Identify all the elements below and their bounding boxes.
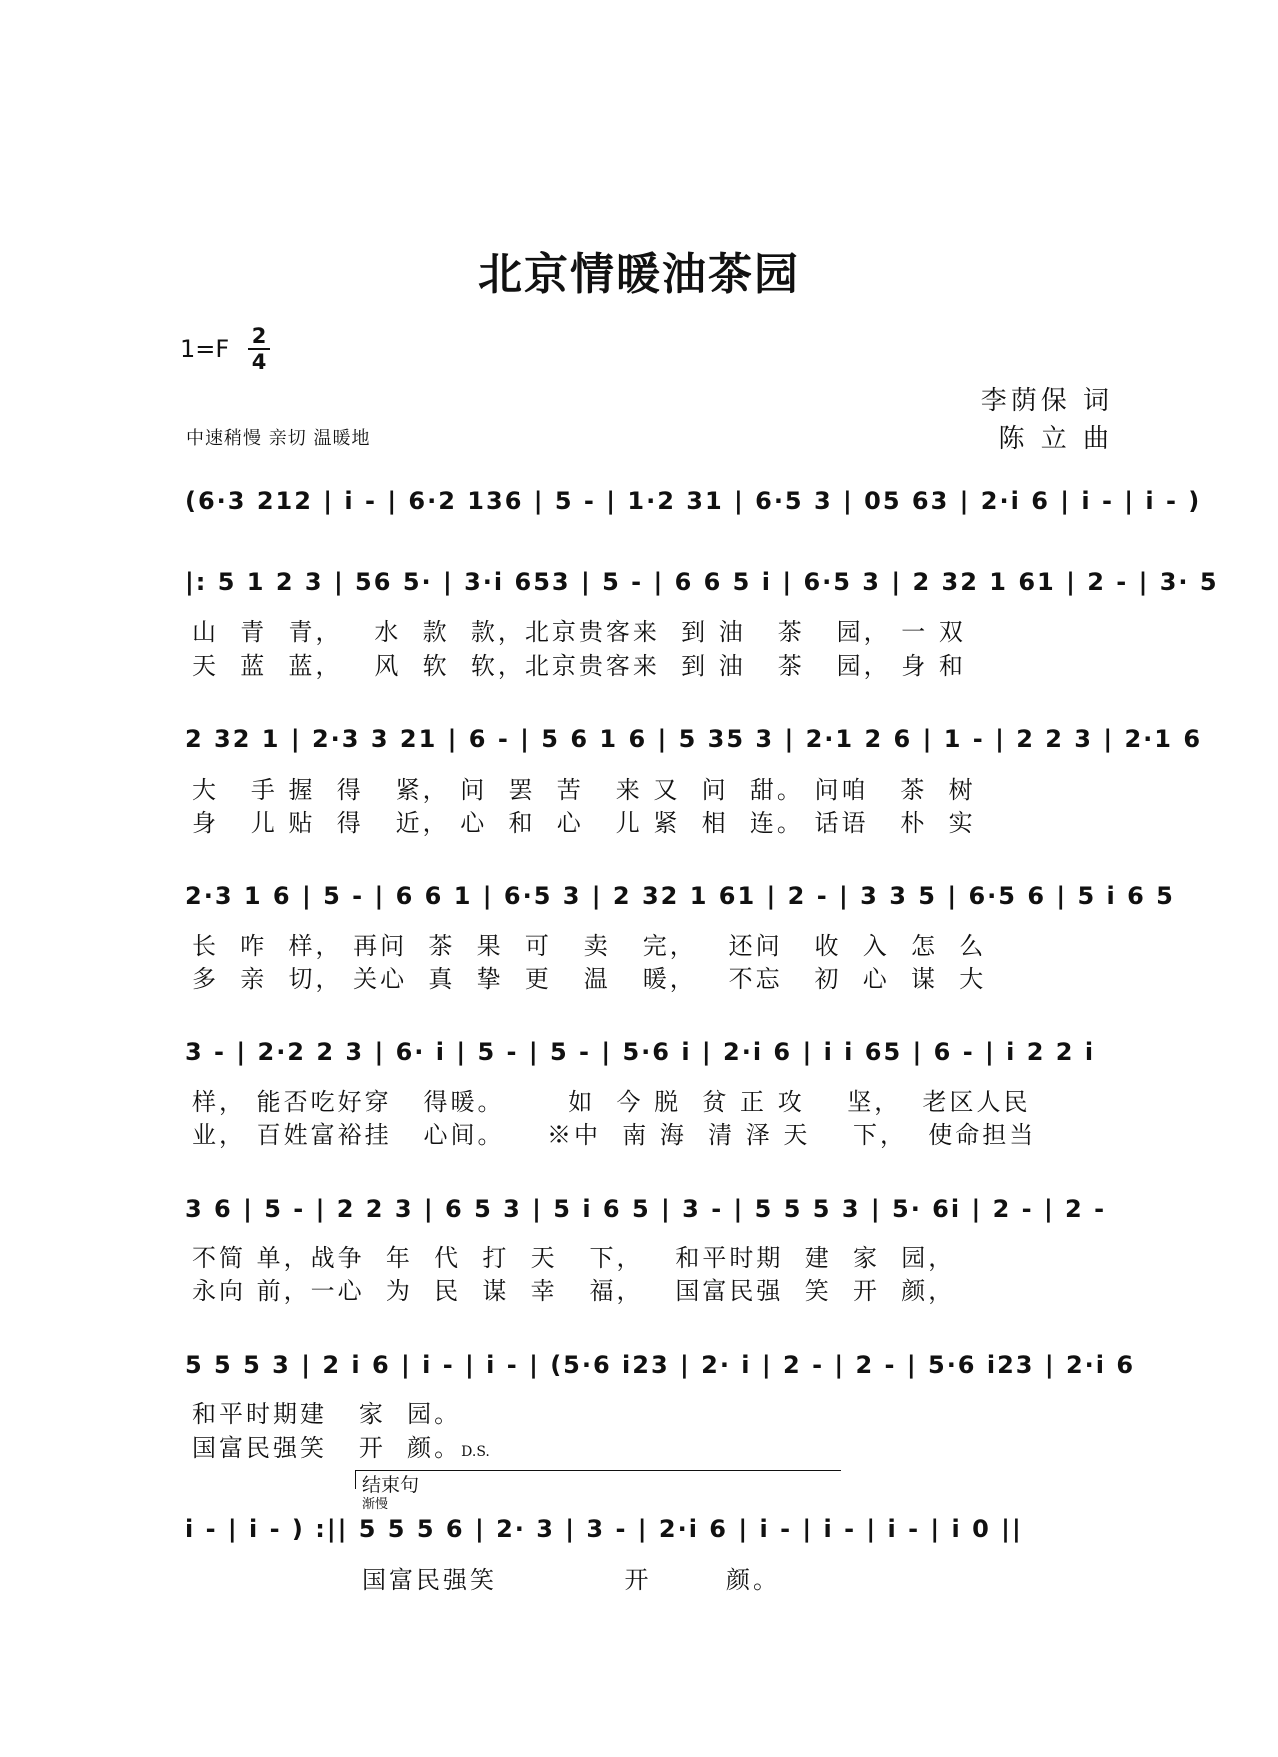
ending-tempo: 渐慢 [362, 1497, 389, 1512]
lyricist-credit: 李荫保 词 [980, 386, 1113, 416]
ending-bracket [355, 1470, 841, 1489]
lyric-verse-2: 业， 百姓富裕挂 心间。 ※中 南 海 清 泽 天 下， 使命担当 [192, 1121, 1037, 1149]
lyric-verse-1: 和平时期建 家 园。 [192, 1400, 462, 1428]
lyric-verse-1: 长 咋 样， 再问 茶 果 可 卖 完， 还问 收 入 怎 么 [192, 932, 987, 960]
notation-text: 2 32 1 | 2·3 3 21 | 6 - | 5 6 1 6 | 5 35 3 | 2·1 2 6 | 1 - | 2 2 3 | 2·1 6 [185, 725, 1203, 753]
notation-text: 3 6 | 5 - | 2 2 3 | 6 5 3 | 5 i 6 5 | 3 - | 5 5 5 3 | 5· 6i | 2 - | 2 - [185, 1195, 1107, 1223]
time-signature [248, 325, 270, 373]
lyric-verse-2 [192, 1428, 1112, 1463]
tempo-marking: 中速稍慢 亲切 温暖地 [186, 428, 371, 449]
lyric-text: 国富民强笑 开 颜。 [192, 1434, 462, 1462]
key-signature: 1=F [180, 335, 230, 363]
lyric-verse-1: 不简 单，战争 年 代 打 天 下， 和平时期 建 家 园， [192, 1244, 956, 1272]
notation-text: 2·3 1 6 | 5 - | 6 6 1 | 6·5 3 | 2 32 1 61 | 2 - | 3 3 5 | 6·5 6 | 5 i 6 5 [185, 882, 1175, 910]
notation-text: |: 5 1 2 3 | 56 5· | 3·i 653 | 5 - | 6 6 5 i | 6·5 3 | 2 32 1 61 | 2 - | 3· 5 [185, 568, 1219, 596]
lyric-verse-1: 大 手 握 得 紧， 问 罢 苦 来 又 问 甜。 问咱 茶 树 [192, 776, 976, 804]
lyric-verse-2: 身 儿 贴 得 近， 心 和 心 儿 紧 相 连。 话语 朴 实 [192, 809, 976, 837]
notation-row-1 [185, 472, 1202, 542]
song-title: 北京情暖油茶园 [478, 249, 800, 300]
notation-text: i - | i - ) :|| 5 5 5 6 | 2· 3 | 3 - | 2·i 6 | i - | i - | i - | i 0 || [185, 1515, 1023, 1543]
lyric-ending: 国富民强笑 开 颜。 [362, 1566, 780, 1594]
lyric-verse-2: 永向 前，一心 为 民 谋 幸 福， 国富民强 笑 开 颜， [192, 1277, 956, 1305]
time-signature-top: 2 [251, 324, 267, 348]
lyric-verse-1: 样， 能否吃好穿 得暖。 如 今 脱 贫 正 攻 坚， 老区人民 [192, 1088, 1031, 1116]
composer-credit: 陈 立 曲 [998, 424, 1113, 454]
time-signature-bottom: 4 [251, 350, 267, 374]
lyric-verse-2: 天 蓝 蓝， 风 软 软，北京贵客来 到 油 茶 园， 身 和 [192, 652, 966, 680]
lyric-verse-2: 多 亲 切， 关心 真 挚 更 温 暖， 不忘 初 心 谋 大 [192, 965, 987, 993]
lyric-verse-1: 山 青 青， 水 款 款，北京贵客来 到 油 茶 园， 一 双 [192, 618, 966, 646]
notation-text: 3 - | 2·2 2 3 | 6· i | 5 - | 5 - | 5·6 i | 2·i 6 | i i 65 | 6 - | i 2 2 i [185, 1038, 1096, 1066]
notation-text: (6·3 212 | i - | 6·2 136 | 5 - | 1·2 31 | 6·5 3 | 05 63 | 2·i 6 | i - | i - ) [185, 487, 1202, 515]
ending-label: 结束句 [362, 1474, 420, 1496]
ds-mark: D.S. [461, 1444, 490, 1460]
notation-text: 5 5 5 3 | 2 i 6 | i - | i - | (5·6 i23 | 2· i | 2 - | 2 - | 5·6 i23 | 2·i 6 [185, 1351, 1136, 1379]
